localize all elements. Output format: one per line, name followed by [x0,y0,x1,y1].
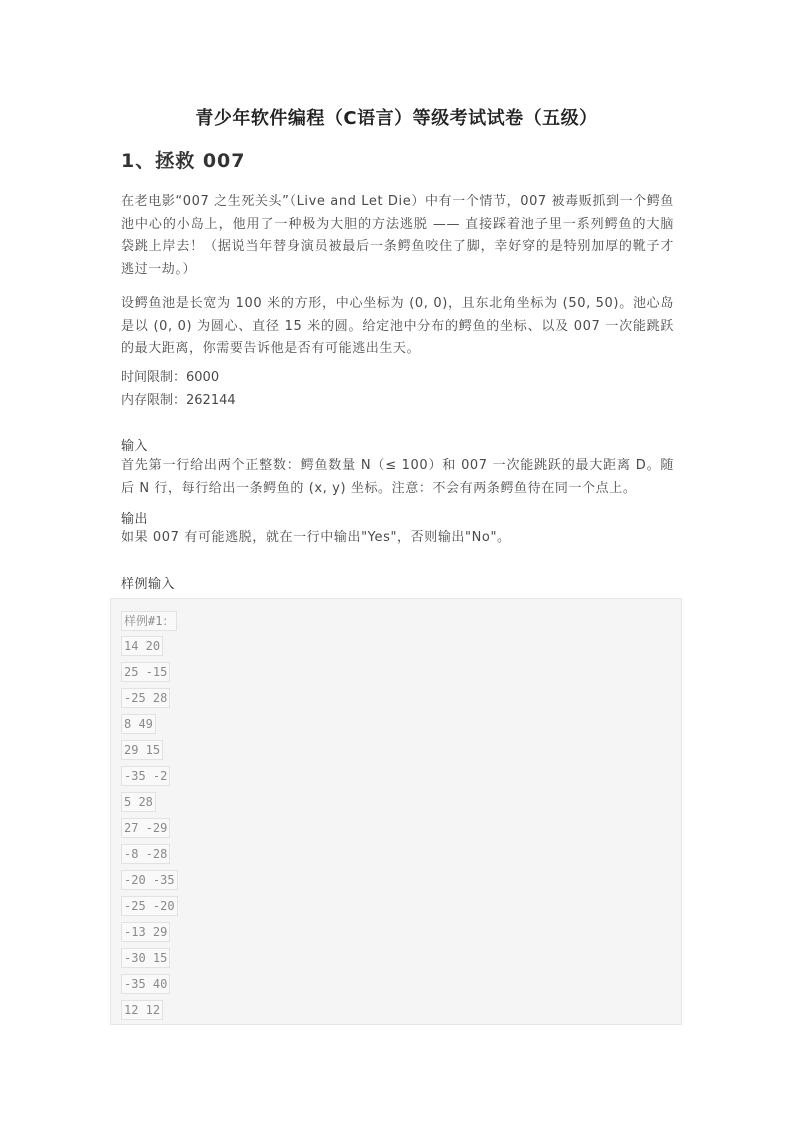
sample-line: -30 15 [121,948,170,968]
sample-line: -25 -20 [121,896,178,916]
sample-line: -8 -28 [121,844,170,864]
sample-line: 29 15 [121,740,163,760]
output-description: 如果 007 有可能逃脱，就在一行中输出"Yes"，否则输出"No"。 [121,530,511,545]
time-limit: 时间限制：6000 [121,370,220,385]
sample-line: -25 28 [121,688,170,708]
question-heading: 1、拯救 007 [121,150,246,172]
sample-line: 25 -15 [121,662,170,682]
sample-line: -35 -2 [121,766,170,786]
output-section-title: 输出 [121,512,149,527]
sample-line: -13 29 [121,922,170,942]
sample-line: -35 40 [121,974,170,994]
sample-input-box [110,598,682,1025]
sample-line: 5 28 [121,792,156,812]
input-description: 首先第一行给出两个正整数：鳄鱼数量 N（≤ 100）和 007 一次能跳跃的最大距离 D。随后 N 行，每行给出一条鳄鱼的 (x, y) 坐标。注意：不会有两条鳄鱼待在同一个点上。 [121,458,674,496]
memory-limit: 内存限制：262144 [121,392,236,408]
sample-line: 8 49 [121,714,156,734]
page-title: 青少年软件编程（C语言）等级考试试卷（五级） [195,108,598,129]
sample-line: 14 20 [121,636,163,656]
sample-line: 12 12 [121,1000,163,1020]
sample-line: 27 -29 [121,818,170,838]
problem-paragraph: 设鳄鱼池是长宽为 100 米的方形，中心坐标为 (0, 0)，且东北角坐标为 (50, 50)。池心岛是以 (0, 0) 为圆心、直径 15 米的圆。给定池中分布的鳄鱼的坐标、以及 007 一次能跳跃的最大距离，你需要告诉他是否有可能逃出生天。 [121,296,674,356]
sample-line: -20 -35 [121,870,178,890]
story-paragraph: 在老电影“007 之生死关头”（Live and Let Die）中有一个情节，007 被毒贩抓到一个鳄鱼池中心的小岛上，他用了一种极为大胆的方法逃脱 —— 直接踩着池子里一系列鳄鱼的大脑袋跳上岸去！（据说当年替身演员被最后一条鳄鱼咬住了脚，幸好穿的是特别加厚的靴子才逃过一劫。） [121,194,674,277]
input-section-title: 输入 [121,439,149,454]
limits-block [121,367,236,412]
sample-input-title: 样例输入 [121,577,176,592]
sample-line: 样例#1： [121,611,177,631]
